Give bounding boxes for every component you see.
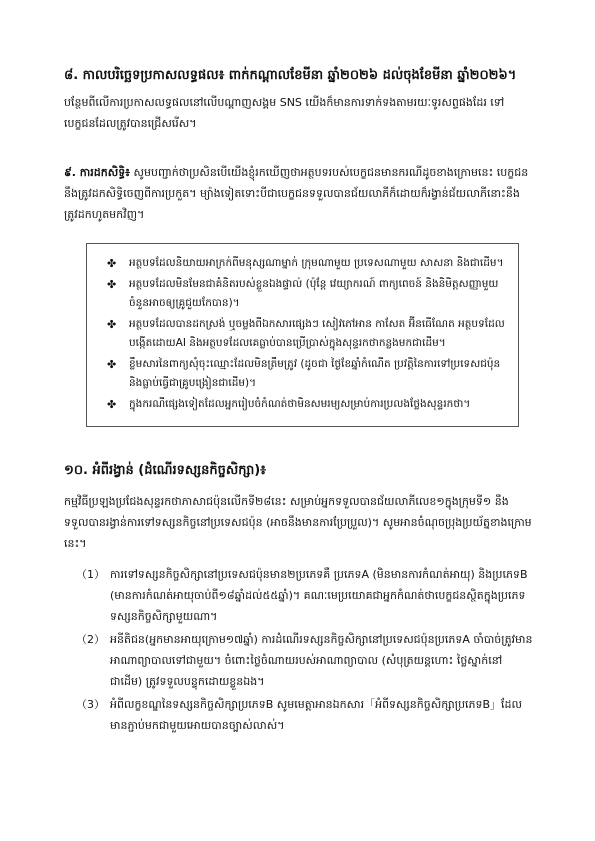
prize-note-text: ការទៅទស្សនកិច្ចសិក្សានៅប្រទេសជប៉ុនមាន២ប្រភេទគឺ ប្រភេទA (មិនមានការកំណត់អាយុ) និងប្រភេទB (មានការកំណត់អាយុចាប់ពី១៨ឆ្នាំដល់៥៥ឆ្នាំ)។ គណៈមេប្រយោគជាអ្នកកំណត់ថាបេក្ខជនស្ថិតក្នុងប្រភេទទស្សនកិច្ចសិក្សាមួយណា។ <box>110 568 528 623</box>
disqualification-item <box>107 355 508 393</box>
prize-note-item <box>76 564 533 627</box>
bullet-icon: ✤ <box>107 278 117 291</box>
section-9 <box>64 162 533 225</box>
disqualification-box <box>86 243 519 427</box>
disqualification-item <box>107 275 508 313</box>
bullet-icon: ✤ <box>107 318 117 331</box>
section-9-paragraph <box>64 162 533 225</box>
disqualification-item-text: អត្ថបទដែលបានដកស្រង់ ឬចម្លងពីឯកសារផ្សេងៗ សៀវភៅអាន កាសែត អ៊ីនធើណែត អត្ថបទដែលបង្កើតដោយAI និងអត្ថបទដែលគេធ្លាប់បានប្រើប្រាស់ក្នុងសុន្ទរកថាកន្លងមកជាដើម។ <box>129 318 505 349</box>
prize-note-text: អំពីលក្ខខណ្ឌនៃទស្សនកិច្ចសិក្សាប្រភេទB សូមមេត្តាអានឯកសារ「អំពីទស្សនកិច្ចសិក្សាប្រភេទB」ដែលមានភ្ជាប់មកជាមួយអោយបានច្បាស់លាស់។ <box>110 698 523 732</box>
section-9-heading: ៩. ការដកសិទ្ធិ៖ <box>64 166 131 179</box>
disqualification-item-text: ក្នុងករណីផ្សេងទៀតដែលអ្នករៀបចំកំណត់ថាមិនសមរម្យសម្រាប់ការប្រលងថ្លែងសុន្ទរកថា។ <box>129 398 471 410</box>
item-number: （1） <box>76 568 105 581</box>
section-10 <box>64 461 533 736</box>
item-number: （2） <box>76 633 105 646</box>
disqualification-item <box>107 395 508 414</box>
disqualification-item-text: អត្ថបទដែលមិនមែនជាគំនិតរបស់ខ្លួនឯងផ្ទាល់ (ប៉ុន្តែ វេយ្យាករណ៍ ពាក្យពេចន៍ និងនិមិត្តសញ្ញាមួយចំនួនអាចឲ្យគ្រូជួយកែបាន)។ <box>129 278 499 309</box>
prize-note-text: អនីតិជន(អ្នកមានអាយុក្រោម១៧ឆ្នាំ) ការដំណើរទស្សនកិច្ចសិក្សានៅប្រទេសជប៉ុនប្រភេទA ចាំបាច់ត្រូវមានអាណាព្យាបាលទៅជាមួយ។ ចំពោះថ្លៃចំណាយរបស់អាណាព្យាបាល (សំបុត្រយន្តហោះ ថ្លៃស្នាក់នៅជាដើម) ត្រូវទទួលបន្ទុកដោយខ្លួនឯង។ <box>110 633 533 688</box>
disqualification-item-text: ខ្លឹមសារនៃពាក្យសុំចុះឈ្មោះដែលមិនត្រឹមត្រូវ (ដូចជា ថ្ងៃខែឆ្នាំកំណើត ប្រវត្តិនៃការទៅប្រទេសជប៉ុន និងធ្លាប់ធ្វើជាគ្រូបង្រៀនជាដើម)។ <box>129 358 501 389</box>
disqualification-item <box>107 315 508 353</box>
section-8-body: បន្ថែមពីលើការប្រកាសលទ្ធផលនៅលើបណ្ដាញសង្គម SNS យើងក៏មានការទាក់ទងតាមរយៈទូរសព្ទផងដែរ ទៅបេក្ខជនដែលត្រូវបានជ្រើសរើស។ <box>64 96 505 130</box>
prize-notes-list <box>64 564 533 736</box>
bullet-icon: ✤ <box>107 358 117 371</box>
section-9-body: សូមបញ្ជាក់ថាប្រសិនបើយើងខ្ញុំរកឃើញថាអត្ថបទរបស់បេក្ខជនមានករណីដូចខាងក្រោមនេះ បេក្ខជននឹងត្រូវដកសិទ្ធិចេញពីការប្រកួត។ ម្យ៉ាងទៀតទោះបីជាបេក្ខជនទទួលបានជ័យលាភីក៏ដោយក៏រង្វាន់ជ័យលាភីនោះនឹងត្រូវដកហូតមកវិញ។ <box>64 166 529 221</box>
section-8 <box>64 66 533 134</box>
prize-note-item <box>76 694 533 736</box>
disqualification-list <box>107 254 508 414</box>
bullet-icon: ✤ <box>107 257 117 270</box>
bullet-icon: ✤ <box>107 398 117 411</box>
section-10-heading: ១០. អំពីរង្វាន់ (ដំណើរទស្សនកិច្ចសិក្សា)៖ <box>64 463 266 478</box>
section-10-intro: កម្មវិធីប្រឡងប្រជែងសុន្ទរកថាភាសាជប៉ុនលើកទី២៨នេះ សម្រាប់អ្នកទទួលបានជ័យលាភីលេខ១ក្នុងក្រុមទី១ នឹងទទួលបានរង្វាន់ការទៅទស្សនកិច្ចនៅប្រទេសជប៉ុន (អាចនឹងមានការប្រែប្រួល)។ សូមអានចំណុចប្រុងប្រយ័ត្នខាងក្រោមនេះ។ <box>64 495 532 550</box>
disqualification-item-text: អត្ថបទដែលនិយាយអាក្រក់ពីមនុស្សណាម្នាក់ ក្រុមណាមួយ ប្រទេសណាមួយ សាសនា និងជាដើម។ <box>129 257 504 269</box>
item-number: （3） <box>76 698 105 711</box>
section-8-heading: ៨. កាលបរិច្ឆេទប្រកាសលទ្ធផល៖ ពាក់កណ្ដាលខែមីនា ឆ្នាំ២០២៦ ដល់ចុងខែមីនា ឆ្នាំ២០២៦។ <box>64 68 517 83</box>
disqualification-item <box>107 254 508 273</box>
prize-note-item <box>76 629 533 692</box>
